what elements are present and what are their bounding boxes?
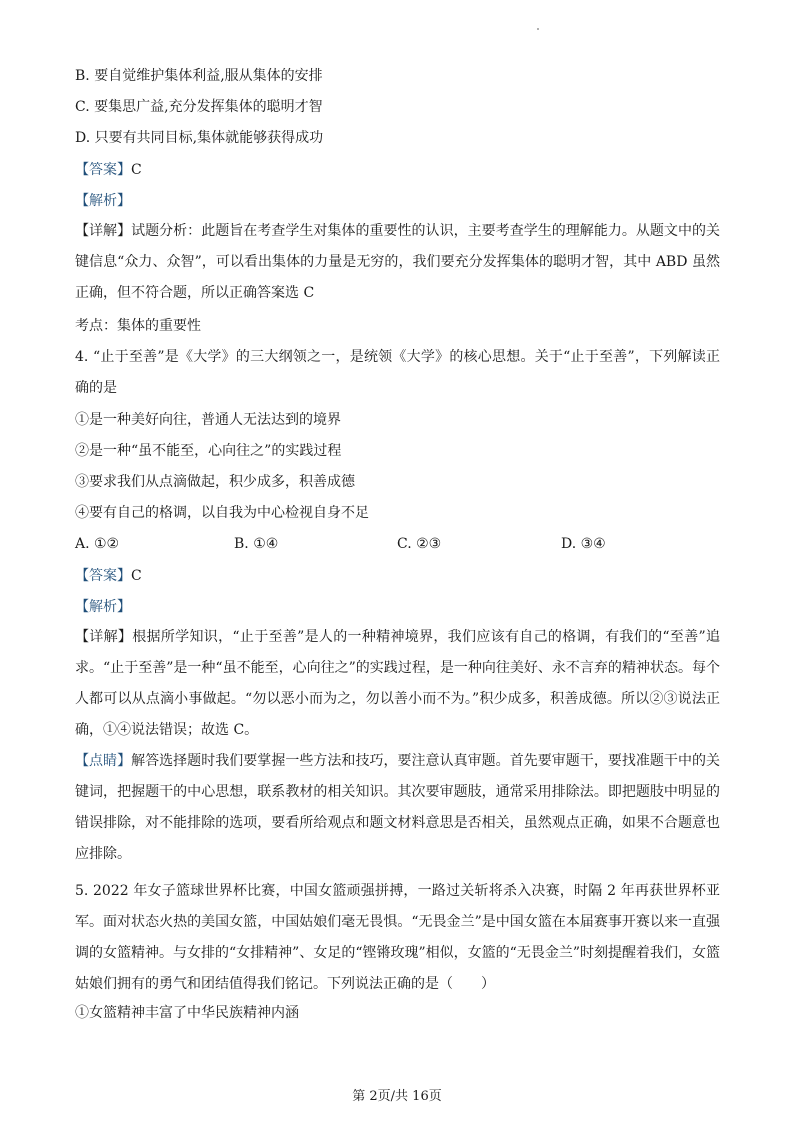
q3-option-b: B. 要自觉维护集体利益,服从集体的安排	[75, 68, 323, 84]
page-footer: 第 2页/共 16页	[352, 1089, 442, 1104]
q5-stem: 5. 2022 年女子篮球世界杯比赛，中国女篮顽强拼搏，一路过关斩将杀入决赛，时隔 2 年再获世界杯亚军。面对状态火热的美国女篮，中国姑娘们毫无畏惧。“无畏金兰”是中国女篮在本届赛事开赛以来一直强调的女篮精神。与女排的“女排精神”、女足的“铿锵玫瑰”相似，女篮的“无畏金兰”时刻提醒着我们，女篮姑娘们拥有的勇气和团结值得我们铭记。下列说法正确的是（ ）	[75, 883, 720, 992]
q4-option-a: A. ①②	[75, 536, 120, 552]
q3-option-c: C. 要集思广益,充分发挥集体的聪明才智	[75, 99, 323, 115]
q4-item-2: ②是一种“虽不能至，心向往之”的实践过程	[75, 443, 342, 459]
answer-tag: 【答案】	[75, 568, 131, 584]
q4-item-1: ①是一种美好向往，普通人无法达到的境界	[75, 412, 341, 428]
q4-detail	[75, 622, 720, 746]
q4-item-3: ③要求我们从点滴做起，积少成多，积善成德	[75, 474, 355, 490]
q4-item-4: ④要有自己的格调，以自我为中心检视自身不足	[75, 505, 369, 521]
scan-dot	[537, 28, 539, 30]
q4-answer	[75, 566, 142, 586]
q3-kaodian: 考点：集体的重要性	[75, 318, 201, 334]
detail-text: 试题分析：此题旨在考查学生对集体的重要性的认识，主要考查学生的理解能力。从题文中的关键信息“众力、众智”，可以看出集体的力量是无穷的，我们要充分发挥集体的聪明才智，其中 ABD 虽然正确，但不符合题，所以正确答案选 C	[75, 223, 721, 301]
q4-stem: 4. “止于至善”是《大学》的三大纲领之一，是统领《大学》的核心思想。关于“止于至善”，下列解读正确的是	[75, 349, 720, 396]
detail-text: 根据所学知识，“止于至善”是人的一种精神境界，我们应该有自己的格调，有我们的“至善”追求。“止于至善”是一种“虽不能至，心向往之”的实践过程，是一种向往美好、永不言弃的精神状态。每个人都可以从点滴小事做起。“勿以恶小而为之，勿以善小而不为。”积少成多，积善成德。所以②③说法正确，①④说法错误；故选 C。	[75, 629, 720, 738]
q3-analysis-tag	[75, 191, 131, 211]
q3-detail	[75, 216, 720, 309]
answer-value: C	[131, 162, 142, 178]
q4-tip	[75, 746, 720, 870]
q4-option-d: D. ③④	[561, 536, 606, 552]
analysis-tag: 【解析】	[75, 193, 131, 209]
q3-option-d: D. 只要有共同目标,集体就能够获得成功	[75, 130, 324, 146]
q3-answer	[75, 160, 142, 180]
q4-option-b: B. ①④	[234, 536, 279, 552]
analysis-tag: 【解析】	[75, 599, 131, 615]
tip-text: 解答选择题时我们要掌握一些方法和技巧，要注意认真审题。首先要审题干，要找准题干中的关键词，把握题干的中心思想，联系教材的相关知识。其次要审题肢，通常采用排除法。即把题肢中明显的错误排除，对不能排除的选项，要看所给观点和题文材料意思是否相关，虽然观点正确，如果不合题意也应排除。	[75, 753, 721, 862]
q5-item-1: ①女篮精神丰富了中华民族精神内涵	[75, 1005, 299, 1021]
answer-tag: 【答案】	[75, 162, 131, 178]
detail-tag: 【详解】	[75, 629, 133, 645]
q4-analysis-tag	[75, 597, 131, 617]
answer-value: C	[131, 568, 142, 584]
tip-tag: 【点睛】	[75, 753, 132, 769]
detail-tag: 【详解】	[75, 223, 132, 239]
q4-option-c: C. ②③	[397, 536, 442, 552]
